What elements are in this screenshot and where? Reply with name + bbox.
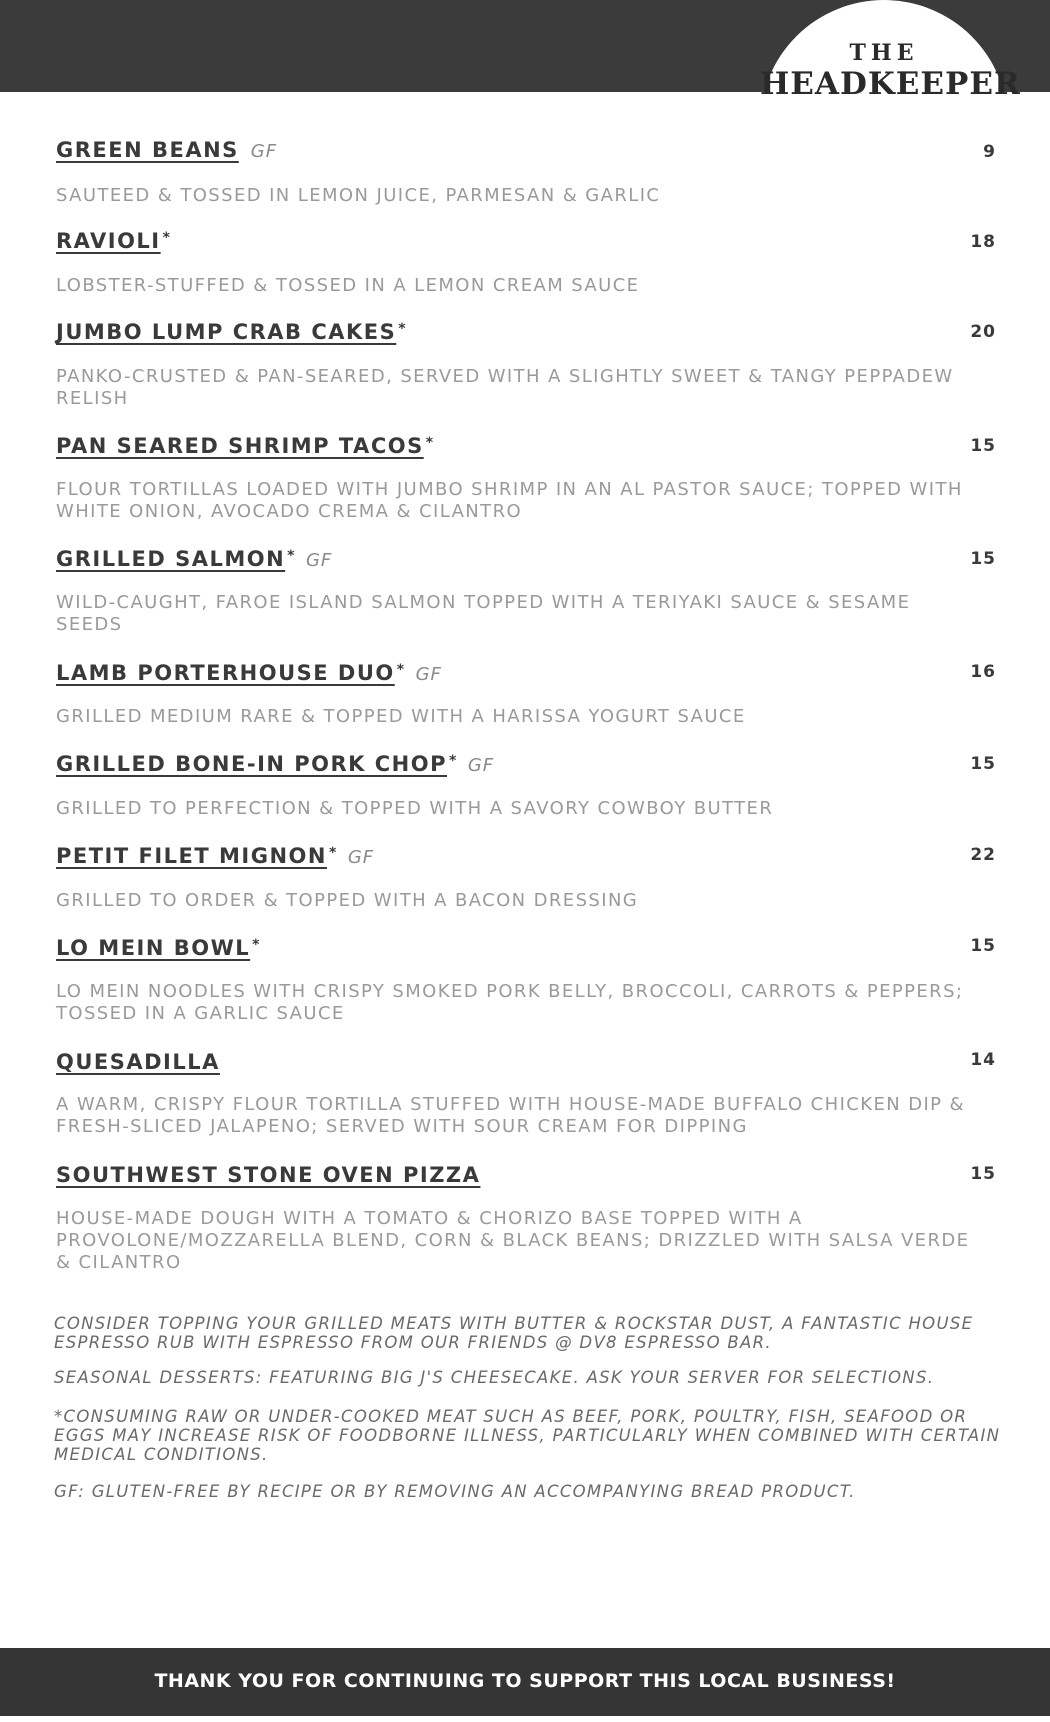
item-gf-tag: GF <box>347 847 375 868</box>
note-gluten-free: GF: GLUTEN-FREE BY RECIPE OR BY REMOVING AN ACCOMPANYING BREAD PRODUCT. <box>54 1482 856 1501</box>
item-description: GRILLED MEDIUM RARE & TOPPED WITH A HARISSA YOGURT SAUCE <box>56 706 746 727</box>
item-asterisk: * <box>398 321 408 337</box>
item-name: QUESADILLA <box>56 1050 220 1074</box>
menu-item-title <box>56 1163 492 1187</box>
item-description: WILD-CAUGHT, FAROE ISLAND SALMON TOPPED WITH A TERIYAKI SAUCE & SESAME SEEDS <box>56 592 911 635</box>
item-name: GRILLED BONE-IN PORK CHOP <box>56 752 447 776</box>
item-price: 14 <box>970 1050 996 1070</box>
item-price: 15 <box>970 754 996 774</box>
item-gf-tag: GF <box>467 755 495 776</box>
menu-item-title <box>56 844 374 868</box>
note-topping: CONSIDER TOPPING YOUR GRILLED MEATS WITH BUTTER & ROCKSTAR DUST, A FANTASTIC HOUSE ESPRESSO RUB WITH ESPRESSO FROM OUR FRIENDS @ DV8 ESPRESSO BAR. <box>54 1314 974 1352</box>
item-name: GREEN BEANS <box>56 138 239 162</box>
item-asterisk: * <box>449 753 458 769</box>
item-name: RAVIOLI <box>56 229 161 253</box>
menu-item-title <box>56 752 494 776</box>
item-price: 16 <box>970 662 996 682</box>
item-description: LO MEIN NOODLES WITH CRISPY SMOKED PORK BELLY, BROCCOLI, CARROTS & PEPPERS; TOSSED IN A GARLIC SAUCE <box>56 981 964 1024</box>
item-price: 9 <box>983 142 996 162</box>
item-price: 15 <box>970 1164 996 1184</box>
item-description: FLOUR TORTILLAS LOADED WITH JUMBO SHRIMP IN AN AL PASTOR SAUCE; TOPPED WITH WHITE ONION, AVOCADO CREMA & CILANTRO <box>56 479 963 522</box>
item-description: GRILLED TO PERFECTION & TOPPED WITH A SAVORY COWBOY BUTTER <box>56 798 774 819</box>
item-name: PETIT FILET MIGNON <box>56 844 327 868</box>
logo-the: THE <box>849 40 919 66</box>
menu-item-title <box>56 320 417 344</box>
item-price: 15 <box>970 549 996 569</box>
item-description: HOUSE-MADE DOUGH WITH A TOMATO & CHORIZO BASE TOPPED WITH A PROVOLONE/MOZZARELLA BLEND, CORN & BLACK BEANS; DRIZZLED WITH SALSA VERDE & CILANTRO <box>56 1208 970 1273</box>
item-asterisk: * <box>287 548 296 564</box>
menu-item-title <box>56 138 277 162</box>
item-name: JUMBO LUMP CRAB CAKES <box>56 320 397 344</box>
item-asterisk: * <box>328 845 338 861</box>
note-consuming: *CONSUMING RAW OR UNDER-COOKED MEAT SUCH AS BEEF, PORK, POULTRY, FISH, SEAFOOD OR EGGS MAY INCREASE RISK OF FOODBORNE ILLNESS, PARTICULARLY WHEN COMBINED WITH CERTAIN MEDICAL CONDITIONS. <box>54 1407 1001 1464</box>
menu-item-title <box>56 936 271 960</box>
item-price: 15 <box>970 936 996 956</box>
item-asterisk: * <box>162 230 172 246</box>
item-name: GRILLED SALMON <box>56 547 286 571</box>
item-gf-tag: GF <box>415 664 442 685</box>
item-name: SOUTHWEST STONE OVEN PIZZA <box>56 1163 481 1187</box>
menu-item-title <box>56 1050 232 1074</box>
item-name: PAN SEARED SHRIMP TACOS <box>56 434 424 458</box>
item-name: LAMB PORTERHOUSE DUO <box>56 661 395 685</box>
item-description: GRILLED TO ORDER & TOPPED WITH A BACON DRESSING <box>56 890 639 911</box>
item-description: SAUTEED & TOSSED IN LEMON JUICE, PARMESAN & GARLIC <box>56 185 661 206</box>
footer-bar <box>0 1648 1050 1716</box>
item-gf-tag: GF <box>250 141 278 162</box>
menu-item-title <box>56 229 181 253</box>
item-price: 22 <box>970 845 996 865</box>
logo-name: HEADKEEPER <box>760 66 1021 102</box>
item-price: 18 <box>970 232 996 252</box>
menu-item-title <box>56 547 332 571</box>
item-price: 15 <box>970 436 996 456</box>
item-asterisk: * <box>252 937 261 953</box>
item-price: 20 <box>970 322 996 342</box>
footer-thanks: THANK YOU FOR CONTINUING TO SUPPORT THIS LOCAL BUSINESS! <box>154 1670 896 1692</box>
note-desserts: SEASONAL DESSERTS: FEATURING BIG J'S CHEESECAKE. ASK YOUR SERVER FOR SELECTIONS. <box>54 1368 935 1387</box>
item-description: A WARM, CRISPY FLOUR TORTILLA STUFFED WITH HOUSE-MADE BUFFALO CHICKEN DIP & FRESH-SLICED JALAPENO; SERVED WITH SOUR CREAM FOR DIPPING <box>56 1094 965 1137</box>
item-description: PANKO-CRUSTED & PAN-SEARED, SERVED WITH A SLIGHTLY SWEET & TANGY PEPPADEW RELISH <box>56 366 954 409</box>
item-name: LO MEIN BOWL <box>56 936 251 960</box>
item-asterisk: * <box>425 435 435 451</box>
item-asterisk: * <box>396 662 406 678</box>
item-gf-tag: GF <box>305 550 333 571</box>
item-description: LOBSTER-STUFFED & TOSSED IN A LEMON CREAM SAUCE <box>56 275 640 296</box>
menu-item-title <box>56 434 445 458</box>
menu-item-title <box>56 661 442 685</box>
